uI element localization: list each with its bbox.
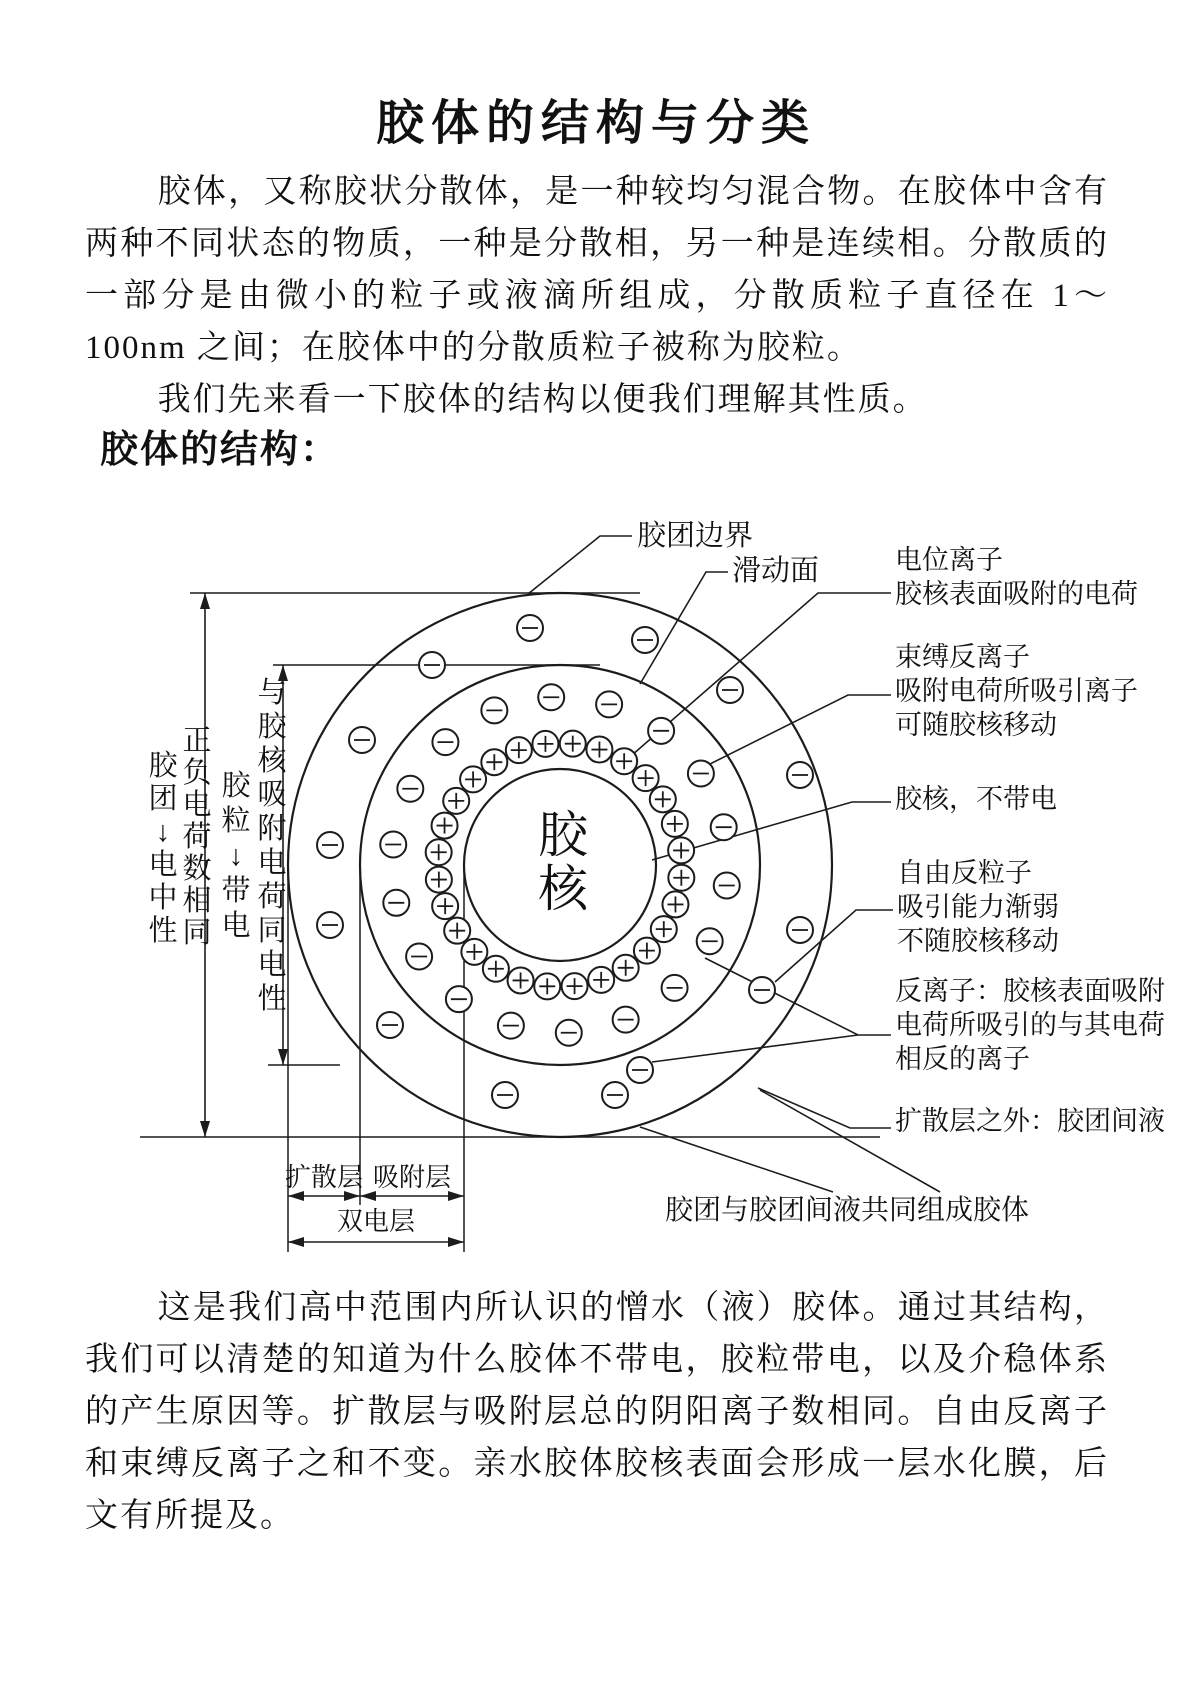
arrowhead [288,1191,304,1201]
plus-ion [588,967,614,993]
minus-ion [481,697,507,723]
dimension-label: ↓ [228,840,244,872]
dimension-label: 附 [257,813,287,845]
plus-ion [534,973,560,999]
dimension-label: ↓ [155,816,171,848]
bound-counter-ion-label: 束缚反离子 [895,642,1030,673]
minus-ion [632,627,658,653]
minus-ion [596,691,622,717]
counter-ion-label: 反离子：胶核表面吸附 [895,976,1165,1007]
potential-ion-label: 电位离子 [895,545,1003,576]
paragraph-lead-in: 我们先来看一下胶体的结构以便我们理解其性质。 [157,382,928,418]
minus-ion [317,912,343,938]
dimension-label: 带 [221,875,251,907]
minus-ion [627,1057,653,1083]
potential-ion-label: 胶核表面吸附的电荷 [895,579,1138,610]
bound-counter-ion-label: 吸附电荷所吸引离子 [895,676,1138,707]
dimension-label: 数 [182,853,212,885]
minus-ion [749,977,775,1003]
plus-ion [426,867,452,893]
slipping-surface-label-leader [640,572,728,684]
dimension-label: 电 [221,910,251,942]
plus-ion [562,973,588,999]
bound-counter-ion-label-leader [698,695,891,770]
minus-ion [517,615,543,641]
closing-paragraph [85,1282,1109,1542]
micelle-boundary-label: 胶团边界 [637,519,754,552]
plus-ion [662,811,688,837]
minus-ion [714,872,740,898]
dimension-label: 性 [148,915,178,947]
arrowhead [344,1191,360,1201]
minus-ion [787,762,813,788]
adsorption-layer-label: 吸附层 [372,1163,452,1192]
dimension-label: 胶 [148,750,178,782]
minus-ion [377,1012,403,1038]
free-counter-ion-label: 自由反粒子 [897,858,1032,889]
arrowhead [200,593,210,609]
dimension-label: 相 [182,885,212,917]
dimension-label: 性 [257,983,287,1015]
counter-ion-label: 相反的离子 [895,1044,1030,1075]
plus-ion [432,893,458,919]
minus-ion [538,684,564,710]
minus-ion [711,814,737,840]
plus-ion [633,765,659,791]
dimension-label: 胶 [221,770,251,802]
dimension-label: 粒 [221,805,251,837]
plus-ion [443,788,469,814]
dimension-label: 核 [257,745,287,777]
minus-ion [397,776,423,802]
colloid-composition-label: 胶团与胶团间液共同组成胶体 [665,1194,1030,1226]
arrowhead [200,1121,210,1137]
intermicellar-liquid-label-leader [758,1088,891,1128]
plus-ion [426,839,452,865]
arrowhead [288,1237,304,1247]
intermicellar-liquid-label: 扩散层之外：胶团间液 [895,1106,1165,1137]
page-title: 胶体的结构与分类 [375,97,816,150]
minus-ion [383,890,409,916]
arrowhead [448,1237,464,1247]
minus-ion [697,928,723,954]
nucleus-text: 胶 [538,807,588,863]
double-layer-label: 双电层 [336,1207,416,1236]
counter-ion-label-leader [652,1035,858,1062]
dimension-label: 吸 [257,779,287,811]
plus-ion [508,967,534,993]
plus-ion [560,731,586,757]
free-counter-ion-label: 不随胶核移动 [897,926,1059,957]
nucleus-text: 核 [538,861,588,917]
minus-ion [556,1020,582,1046]
minus-ion [662,975,688,1001]
paragraph-discussion: 这是我们高中范围内所认识的憎水（液）胶体。通过其结构，我们可以清楚的知道为什么胶体不带电，胶粒带电，以及介稳体系的产生原因等。扩散层与吸附层总的阴阳离子数相同。自由反离子和束缚反离子之和不变。亲水胶体胶核表面会形成一层水化膜，后文有所提及。 [85,1290,1109,1534]
plus-ion [461,939,487,965]
dimension-label: 荷 [257,881,287,913]
plus-ion [613,955,639,981]
minus-ion [406,943,432,969]
dimension-label: 同 [182,917,212,949]
dimension-label: 同 [257,915,287,947]
free-counter-ion-label: 吸引能力渐弱 [897,892,1059,923]
nucleus-label-callout: 胶核，不带电 [895,784,1057,815]
slipping-surface-label: 滑动面 [732,554,820,587]
plus-ion [460,766,486,792]
diffuse-layer-label: 扩散层 [284,1163,364,1192]
minus-ion [419,652,445,678]
plus-ion [650,786,676,812]
plus-ion [444,918,470,944]
minus-ion [787,917,813,943]
counter-ion-label: 电荷所吸引的与其电荷 [895,1010,1165,1041]
plus-ion [483,956,509,982]
dimension-label: 负 [182,757,212,789]
minus-ion [349,727,375,753]
plus-ion [586,737,612,763]
plus-ion [506,737,532,763]
section-heading: 胶体的结构： [100,429,341,471]
arrowhead [278,1049,288,1065]
dimension-label: 电 [257,949,287,981]
minus-ion [613,1007,639,1033]
micelle-boundary-label-leader [528,536,632,594]
plus-ion [668,865,694,891]
paragraph-colloid-definition: 胶体，又称胶状分散体，是一种较均匀混合物。在胶体中含有两种不同状态的物质，一种是分散相，另一种是连续相。分散质的一部分是由微小的粒子或液滴所组成，分散质粒子直径在 1～100nm 之间；在胶体中的分散质粒子被称为胶粒。 [85,174,1109,366]
arrowhead [360,1191,376,1201]
intro-paragraphs [85,166,1109,426]
plus-ion [651,916,677,942]
bound-counter-ion-label: 可随胶核移动 [895,710,1057,741]
minus-ion [498,1013,524,1039]
dimension-label: 电 [182,789,212,821]
plus-ion [668,837,694,863]
dimension-label: 与 [257,677,287,709]
plus-ion [611,748,637,774]
minus-ion [492,1082,518,1108]
plus-ion [432,813,458,839]
minus-ion [717,677,743,703]
plus-ion [481,749,507,775]
dimension-label: 中 [148,882,178,914]
dimension-label: 电 [148,849,178,881]
minus-ion [432,729,458,755]
dimension-label: 团 [148,783,178,815]
dimension-label: 正 [182,725,212,757]
plus-ion [634,938,660,964]
minus-ion [688,761,714,787]
dimension-label: 电 [257,847,287,879]
plus-ion [532,731,558,757]
dimension-label: 胶 [257,711,287,743]
arrowhead [448,1191,464,1201]
dimension-label: 荷 [182,821,212,853]
minus-ion [380,832,406,858]
plus-ion [662,891,688,917]
minus-ion [446,986,472,1012]
structure-diagram [0,470,1192,1260]
minus-ion [648,718,674,744]
minus-ion [317,832,343,858]
minus-ion [602,1082,628,1108]
